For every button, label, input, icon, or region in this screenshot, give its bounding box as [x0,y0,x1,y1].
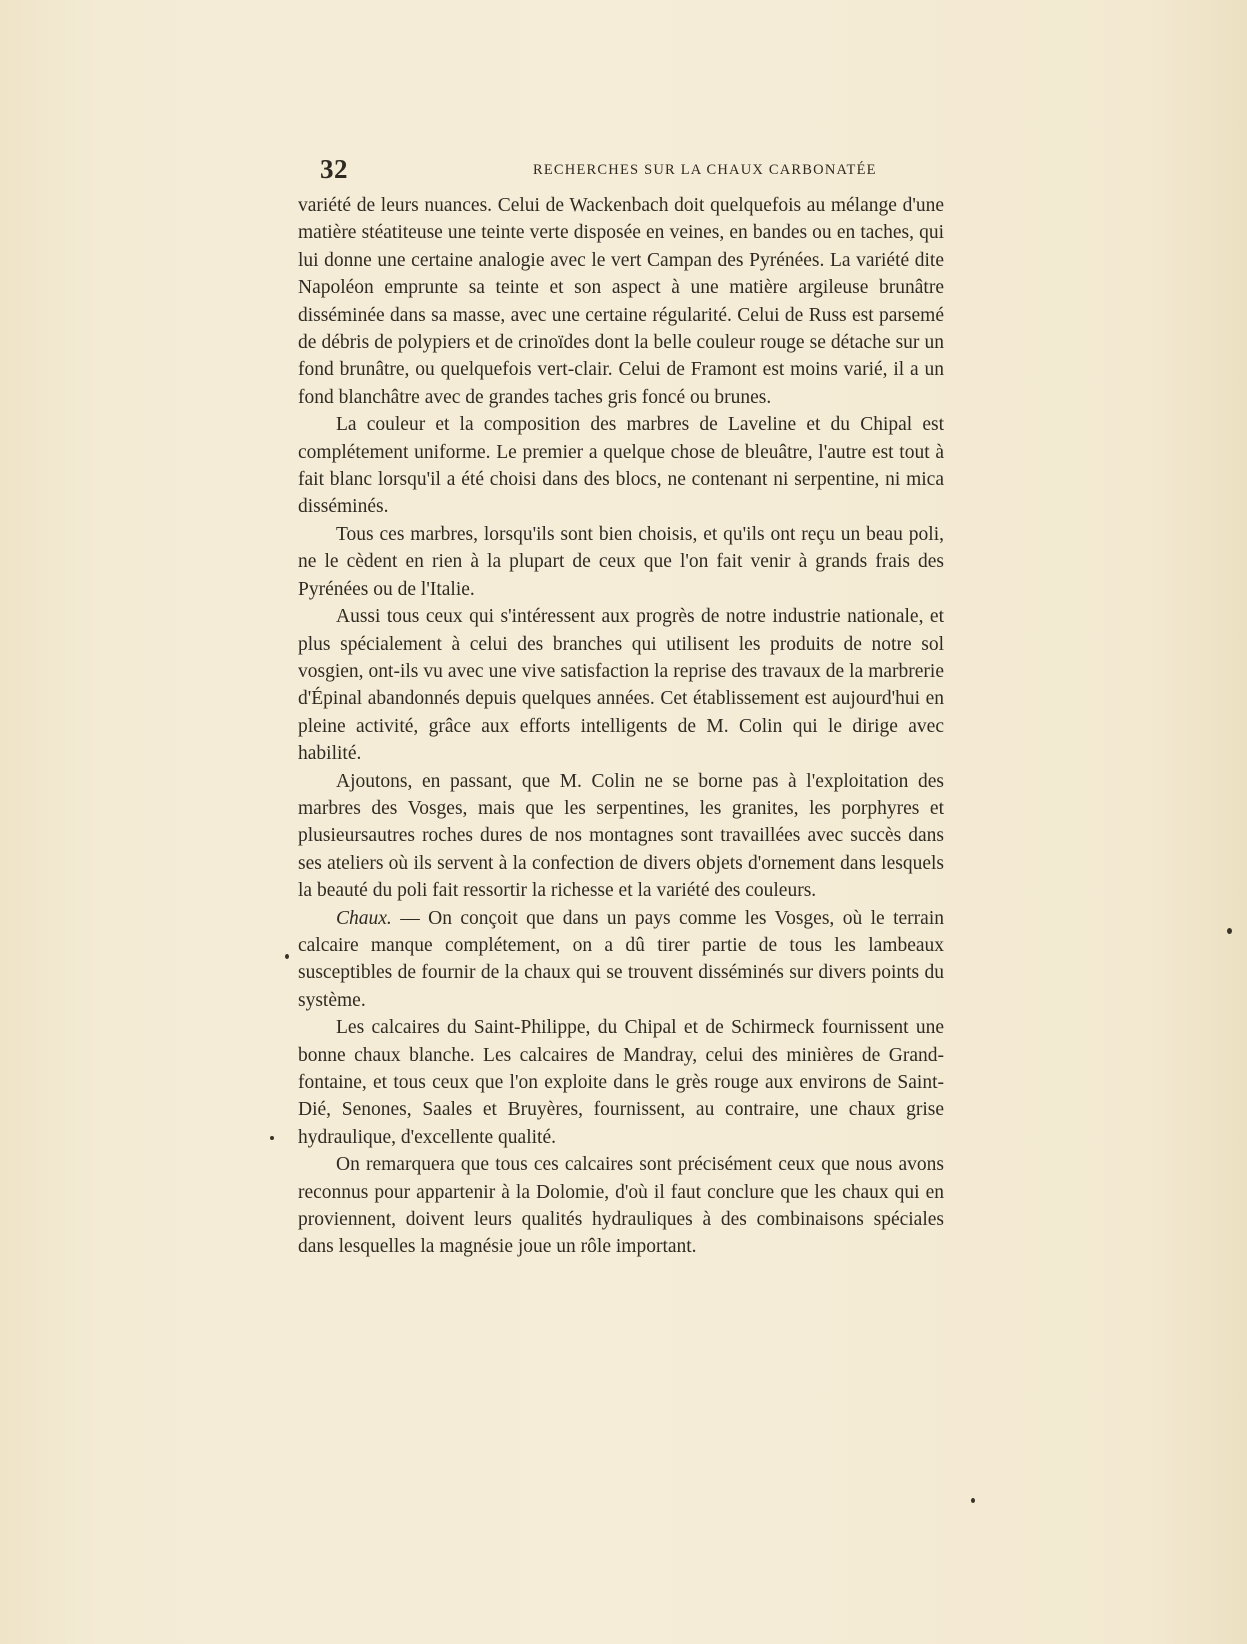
paragraph-text: Tous ces marbres, lorsqu'ils sont bien choisis, et qu'ils ont reçu un beau poli, ne le cèdent en rien à la plupart de ceux que l'on fait venir à grands frais des Pyrénées ou de l'Italie. [298,523,944,600]
ink-speck [1227,928,1232,934]
running-title: RECHERCHES SUR LA CHAUX CARBONATÉE [533,162,877,178]
paragraph-text: On remarquera que tous ces calcaires sont précisément ceux que nous avons reconnus pour appartenir à la Dolomie, d'où il faut conclure que les chaux qui en proviennent, doivent leurs qualités hydrauliques à des combinaisons spéciales dans lesquelles la magnésie joue un rôle important. [298,1154,944,1258]
paragraph-8 [298,1151,944,1261]
paragraph-4 [298,603,944,767]
paragraph-text: variété de leurs nuances. Celui de Wackenbach doit quelquefois au mélange d'une matière stéatiteuse une teinte verte disposée en veines, en bandes ou en taches, qui lui donne une certaine analogie avec le vert Campan des Pyrénées. La variété dite Napoléon emprunte sa teinte et son aspect à une matière argileuse brunâtre disséminée dans sa masse, avec une certaine régularité. Celui de Russ est parsemé de débris de polypiers et de crinoïdes dont la belle couleur rouge se détache sur un fond brunâtre, ou quelquefois vert-clair. Celui de Framont est moins varié, il a un fond blanchâtre avec de grandes taches gris foncé ou brunes. [298,195,944,408]
paragraph-text: Les calcaires du Saint-Philippe, du Chipal et de Schirmeck fournissent une bonne chaux blanche. Les calcaires de Mandray, celui des minières de Grand-fontaine, et tous ceux que l'on exploite dans le grès rouge aux environs de Saint-Dié, Senones, Saales et Bruyères, fournissent, au contraire, une chaux grise hydraulique, d'excellente qualité. [298,1017,944,1148]
paragraph-text: Ajoutons, en passant, que M. Colin ne se borne pas à l'exploitation des marbres des Vosges, mais que les serpentines, les granites, les porphyres et plusieursautres roches dures de nos montagnes sont travaillées avec succès dans ses ateliers où ils servent à la confection de divers objets d'ornement dans lesquels la beauté du poli fait ressortir la richesse et la variété des couleurs. [298,770,944,902]
paragraph-text: Aussi tous ceux qui s'intéressent aux progrès de notre industrie nationale, et plus spécialement à celui des branches qui utilisent les produits de notre sol vosgien, ont-ils vu avec une vive satisfaction la reprise des travaux de la marbrerie d'Épinal abandonnés depuis quelques années. Cet établissement est aujourd'hui en pleine activité, grâce aux efforts intelligents de M. Colin qui le dirige avec habilité. [298,606,944,765]
paragraph-6 [298,905,944,1015]
paragraph-text: — On conçoit que dans un pays comme les Vosges, où le terrain calcaire manque complétement, on a dû tirer partie de tous les lambeaux susceptibles de fournir de la chaux qui se trouvent disséminés sur divers points du système. [298,907,944,1011]
paragraph-3 [298,521,944,603]
ink-speck [285,954,289,959]
ink-speck [971,1498,975,1503]
section-lead-chaux: Chaux. [336,907,392,929]
ink-speck [270,1136,274,1140]
page-number: 32 [320,154,348,184]
paragraph-7 [298,1014,944,1151]
body-text [298,192,944,1261]
paragraph-text: La couleur et la composition des marbres de Laveline et du Chipal est complétement uniforme. Le premier a quelque chose de bleuâtre, l'autre est tout à fait blanc lorsqu'il a été choisi dans des blocs, ne contenant ni serpentine, ni mica disséminés. [298,414,944,518]
page-header [320,154,920,184]
paragraph-5 [298,768,944,905]
paragraph-2 [298,411,944,521]
paragraph-1 [298,192,944,411]
